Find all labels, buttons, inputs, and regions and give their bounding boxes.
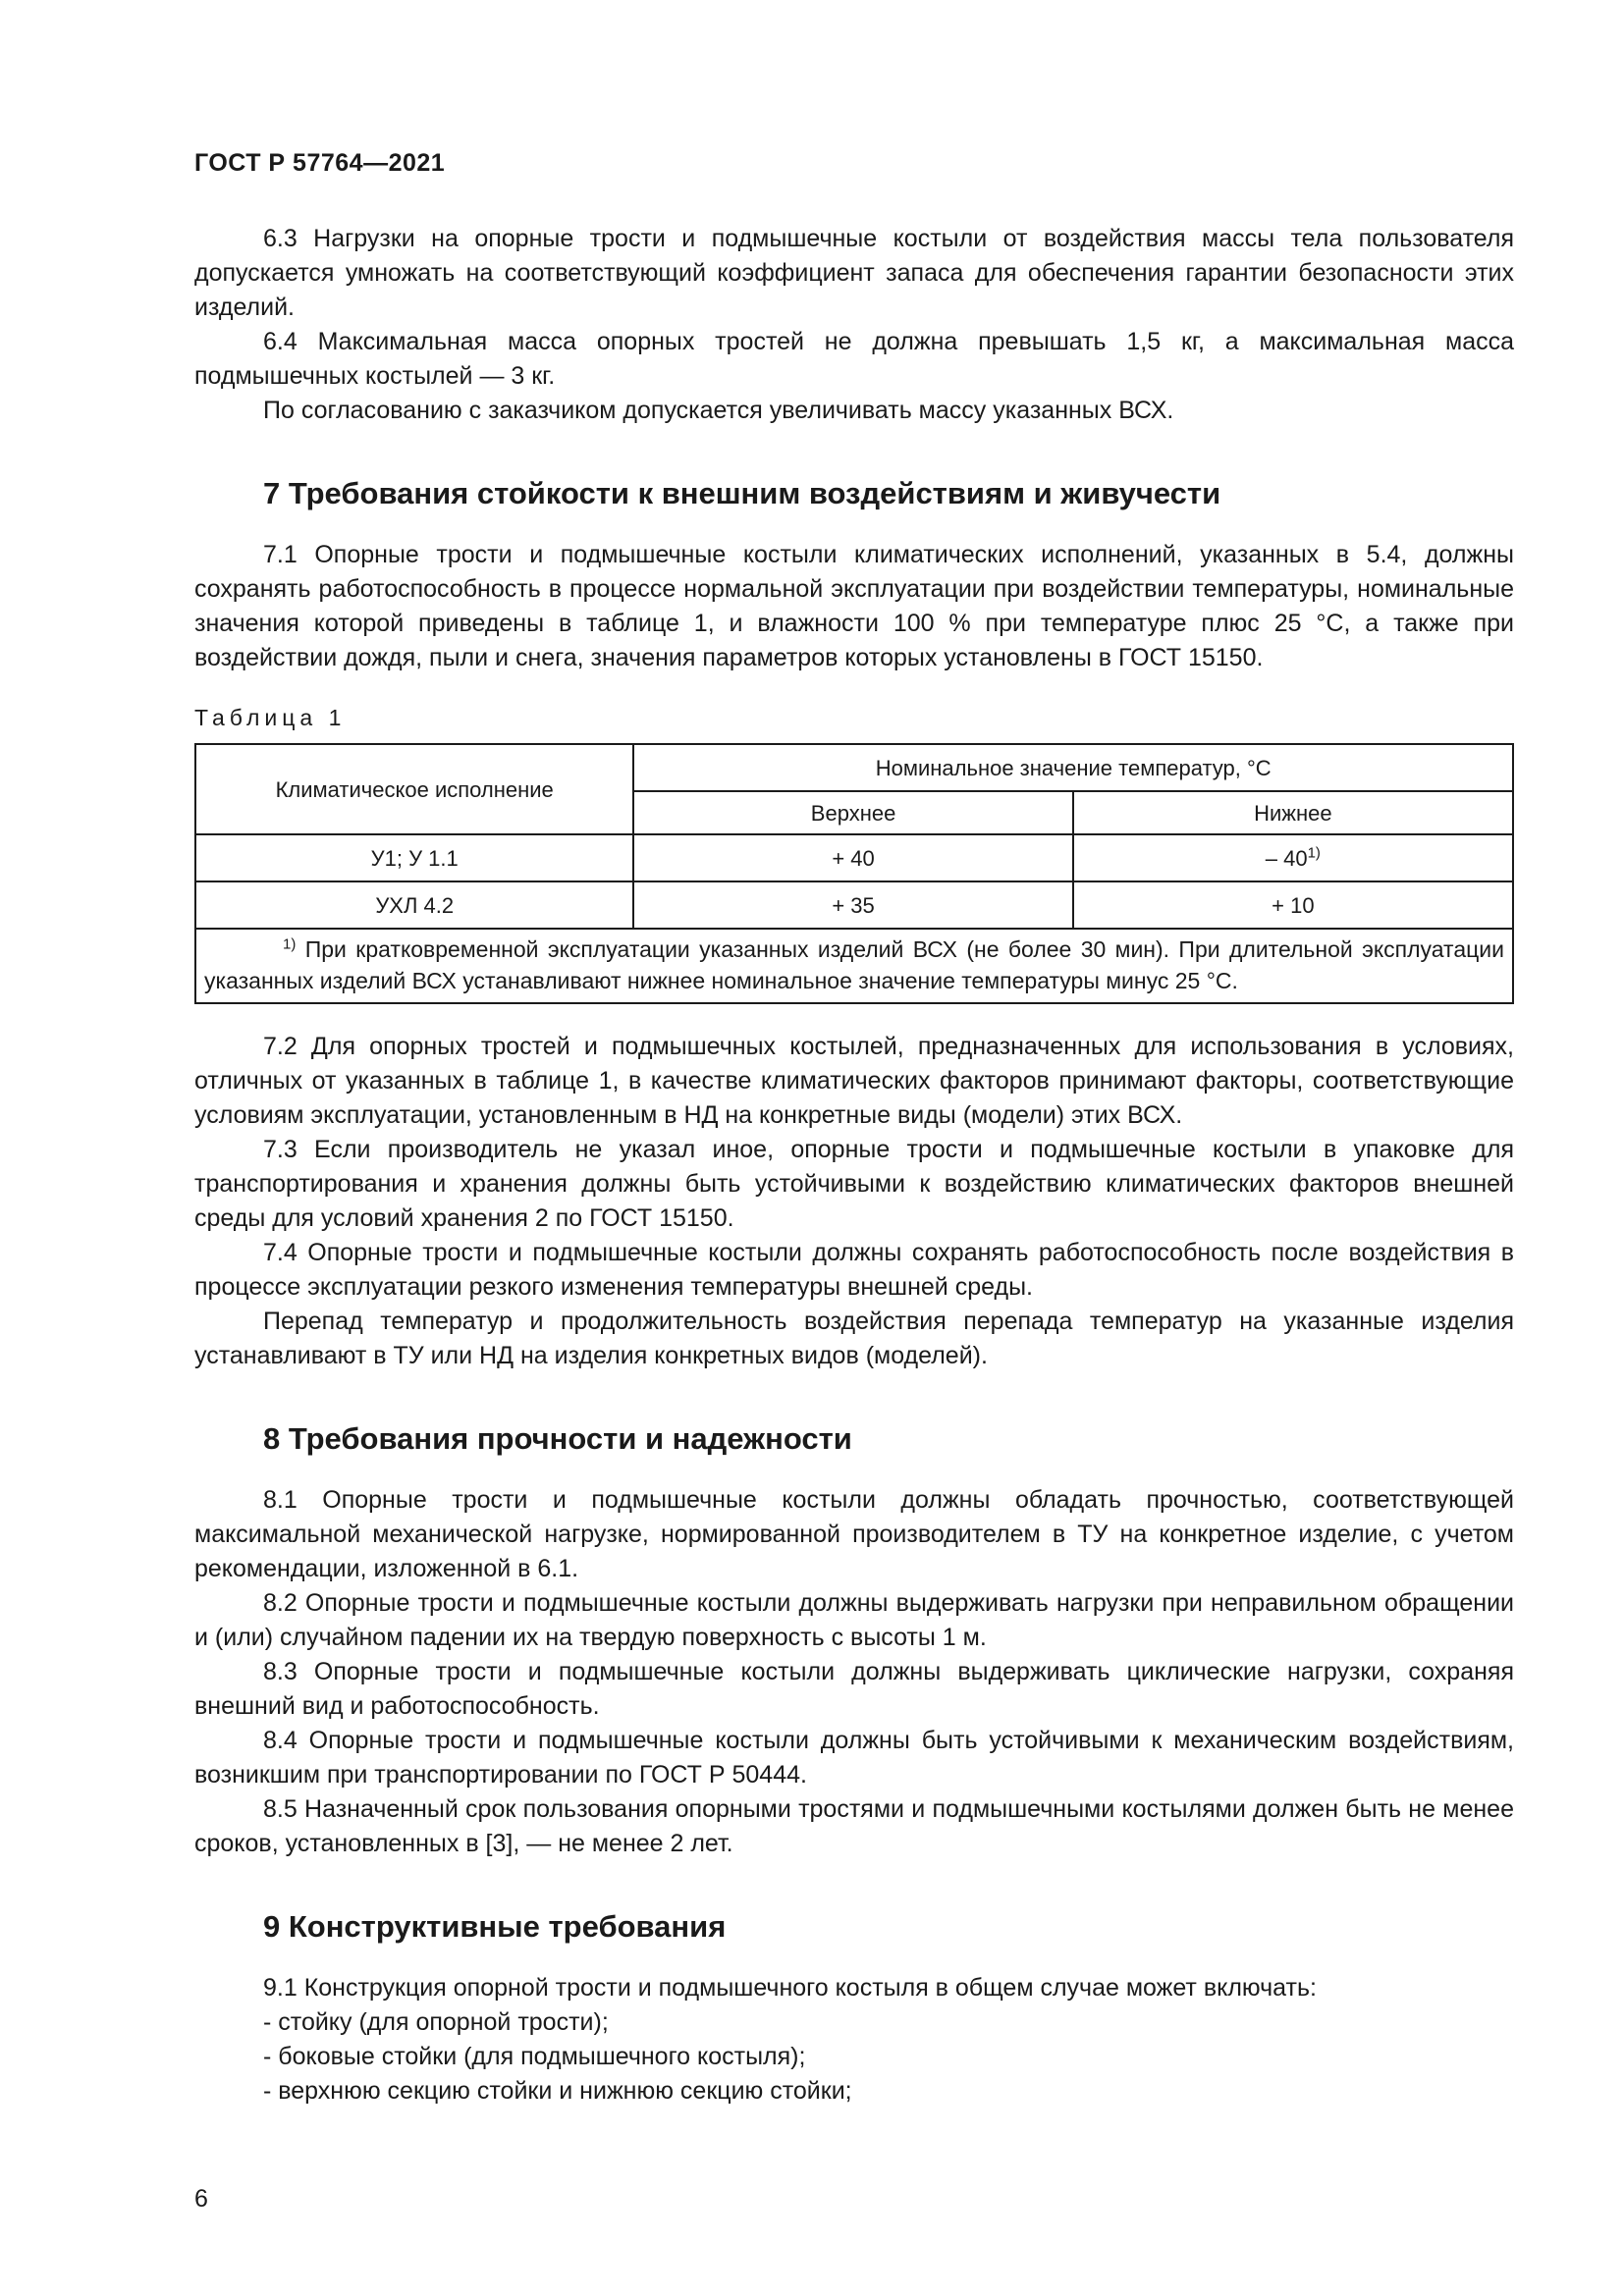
paragraph-6-4-note: По согласованию с заказчиком допускается увеличивать массу указанных ВСХ. [263, 397, 1174, 424]
footnote-text: При кратковременной эксплуатации указанных изделий ВСХ (не более 30 мин). При длительной эксплуатации указанных изделий ВСХ устанавливают нижнее номинальное значение температуры минус 25 °С. [204, 936, 1504, 993]
paragraph-7-1: 7.1 Опорные трости и подмышечные костыли климатических исполнений, указанных в 5.4, должны сохранять работоспособность в процессе нормальной эксплуатации при воздействии температуры, номинальные значения которой приведены в таблице 1, и влажности 100 % при температуре плюс 25 °С, а также при воздействии дождя, пыли и снега, значения параметров которых установлены в ГОСТ 15150. [194, 541, 1514, 671]
list-item: - боковые стойки (для подмышечного костыля); [263, 2043, 806, 2070]
paragraph-6-3: 6.3 Нагрузки на опорные трости и подмышечные костыли от воздействия массы тела пользователя допускается умножать на соответствующий коэффициент запаса для обеспечения гарантии безопасности этих изделий. [194, 225, 1514, 321]
list-item: - стойку (для опорной трости); [263, 2008, 609, 2036]
paragraph-8-3: 8.3 Опорные трости и подмышечные костыли должны выдерживать циклические нагрузки, сохраняя внешний вид и работоспособность. [194, 1658, 1514, 1720]
header-upper: Верхнее [633, 791, 1072, 834]
header-temperature-group: Номинальное значение температур, °С [633, 744, 1513, 791]
cell-upper: + 35 [633, 881, 1072, 929]
section-9-heading: 9 Конструктивные требования [263, 1909, 727, 1944]
document-header: ГОСТ Р 57764—2021 [194, 149, 446, 177]
page-content [194, 222, 1514, 2109]
cell-lower: + 10 [1073, 881, 1513, 929]
table-row [195, 881, 1513, 929]
paragraph-7-4: 7.4 Опорные трости и подмышечные костыли должны сохранять работоспособность после воздействия в процессе эксплуатации резкого изменения температуры внешней среды. [194, 1239, 1514, 1301]
cell-climate: УХЛ 4.2 [195, 881, 633, 929]
paragraph-8-2: 8.2 Опорные трости и подмышечные костыли должны выдерживать нагрузки при неправильном обращении и (или) случайном падении их на твердую поверхность с высоты 1 м. [194, 1589, 1514, 1651]
paragraph-8-4: 8.4 Опорные трости и подмышечные костыли должны быть устойчивыми к механическим воздействиям, возникшим при транспортировании по ГОСТ Р 50444. [194, 1727, 1514, 1789]
table-footnote [195, 929, 1513, 1003]
paragraph-7-2: 7.2 Для опорных тростей и подмышечных костылей, предназначенных для использования в условиях, отличных от указанных в таблице 1, в качестве климатических факторов принимают факторы, соответствующие условиям эксплуатации, установленным в НД на конкретные виды (модели) этих ВСХ. [194, 1033, 1514, 1129]
paragraph-8-1: 8.1 Опорные трости и подмышечные костыли должны обладать прочностью, соответствующей максимальной механической нагрузке, нормированной производителем в ТУ на конкретное изделие, с учетом рекомендации, изложенной в 6.1. [194, 1486, 1514, 1582]
paragraph-6-4: 6.4 Максимальная масса опорных тростей не должна превышать 1,5 кг, а максимальная масса подмышечных костылей — 3 кг. [194, 328, 1514, 390]
table-row [195, 834, 1513, 881]
paragraph-8-5: 8.5 Назначенный срок пользования опорными тростями и подмышечными костылями должен быть не менее сроков, установленных в [3], — не менее 2 лет. [194, 1795, 1514, 1857]
header-climate: Климатическое исполнение [195, 744, 633, 834]
list-item: - верхнюю секцию стойки и нижнюю секцию стойки; [263, 2077, 852, 2105]
paragraph-7-3: 7.3 Если производитель не указал иное, опорные трости и подмышечные костыли в упаковке для транспортирования и хранения должны быть устойчивыми к воздействию климатических факторов внешней среды для условий хранения 2 по ГОСТ 15150. [194, 1136, 1514, 1232]
cell-lower-value: – 40 [1265, 845, 1308, 871]
section-8-heading: 8 Требования прочности и надежности [263, 1421, 852, 1456]
cell-lower [1073, 834, 1513, 881]
section-7-heading: 7 Требования стойкости к внешним воздействиям и живучести [263, 476, 1221, 510]
cell-upper: + 40 [633, 834, 1072, 881]
page-number: 6 [194, 2185, 208, 2213]
table-caption: Таблица 1 [194, 705, 347, 730]
paragraph-9-1: 9.1 Конструкция опорной трости и подмышечного костыля в общем случае может включать: [263, 1974, 1317, 2002]
header-lower: Нижнее [1073, 791, 1513, 834]
cell-climate: У1; У 1.1 [195, 834, 633, 881]
footnote-ref: 1) [1307, 844, 1321, 862]
climate-table [194, 743, 1514, 1004]
paragraph-7-4-note: Перепад температур и продолжительность воздействия перепада температур на указанные изделия устанавливают в ТУ или НД на изделия конкретных видов (моделей). [194, 1308, 1514, 1369]
footnote-mark: 1) [283, 935, 297, 953]
